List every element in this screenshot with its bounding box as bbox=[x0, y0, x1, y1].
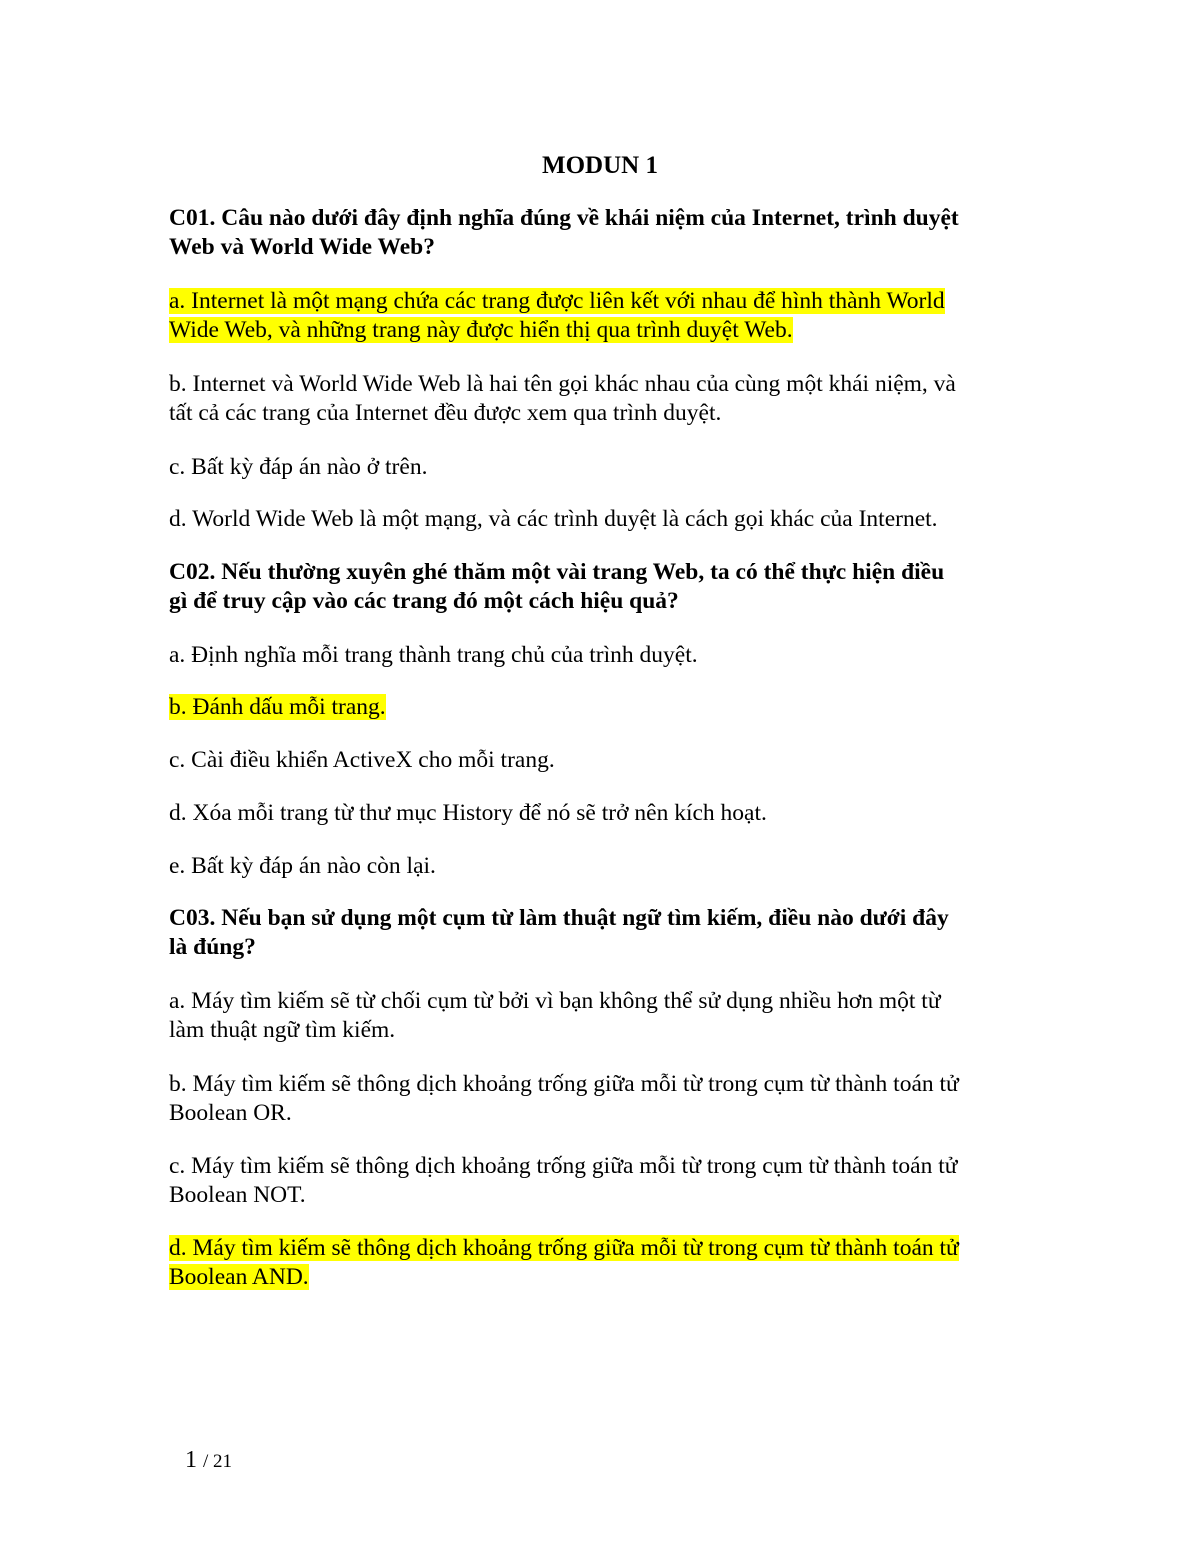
question-3-line-2: là đúng? bbox=[169, 934, 256, 960]
option-line: b. Đánh dấu mỗi trang. bbox=[169, 694, 386, 720]
question-1-option-c bbox=[169, 453, 1039, 482]
question-1 bbox=[169, 204, 1039, 262]
question-2-line-1: C02. Nếu thường xuyên ghé thăm một vài trang Web, ta có thể thực hiện điều bbox=[169, 559, 945, 585]
question-3-option-b bbox=[169, 1070, 1039, 1128]
question-1-line-2: Web và World Wide Web? bbox=[169, 234, 435, 260]
answer-highlight bbox=[169, 1235, 959, 1290]
current-page: 1 bbox=[185, 1447, 197, 1473]
option-line: tất cả các trang của Internet đều được xem qua trình duyệt. bbox=[169, 400, 722, 426]
question-2-option-e bbox=[169, 852, 1039, 881]
option-line: Boolean AND. bbox=[169, 1264, 309, 1290]
question-1-option-a bbox=[169, 287, 1039, 345]
option-line: làm thuật ngữ tìm kiếm. bbox=[169, 1017, 396, 1043]
question-3-line-1: C03. Nếu bạn sử dụng một cụm từ làm thuật ngữ tìm kiếm, điều nào dưới đây bbox=[169, 905, 949, 931]
question-1-line-1: C01. Câu nào dưới đây định nghĩa đúng về khái niệm của Internet, trình duyệt bbox=[169, 205, 959, 231]
page-number bbox=[185, 1446, 232, 1476]
page-title: MODUN 1 bbox=[542, 152, 658, 179]
option-line: d. Máy tìm kiếm sẽ thông dịch khoảng trống giữa mỗi từ trong cụm từ thành toán tử bbox=[169, 1235, 959, 1261]
option-line: Boolean NOT. bbox=[169, 1182, 306, 1208]
question-2-option-d bbox=[169, 799, 1039, 828]
answer-highlight bbox=[169, 288, 945, 343]
total-pages: / 21 bbox=[203, 1451, 233, 1472]
answer-highlight bbox=[169, 694, 386, 720]
option-line: b. Máy tìm kiếm sẽ thông dịch khoảng trống giữa mỗi từ trong cụm từ thành toán tử bbox=[169, 1071, 959, 1097]
option-line: Wide Web, và những trang này được hiển thị qua trình duyệt Web. bbox=[169, 317, 793, 343]
question-3 bbox=[169, 904, 1039, 962]
question-2-line-2: gì để truy cập vào các trang đó một cách hiệu quả? bbox=[169, 588, 679, 614]
question-2-option-a bbox=[169, 641, 1039, 670]
question-3-option-a bbox=[169, 987, 1039, 1045]
option-line: b. Internet và World Wide Web là hai tên gọi khác nhau của cùng một khái niệm, và bbox=[169, 371, 956, 397]
option-line: a. Định nghĩa mỗi trang thành trang chủ của trình duyệt. bbox=[169, 642, 698, 668]
question-2-option-b bbox=[169, 693, 1039, 722]
question-1-option-d bbox=[169, 505, 1039, 534]
option-line: c. Máy tìm kiếm sẽ thông dịch khoảng trống giữa mỗi từ trong cụm từ thành toán tử bbox=[169, 1153, 958, 1179]
option-line: a. Internet là một mạng chứa các trang được liên kết với nhau để hình thành World bbox=[169, 288, 945, 314]
option-line: Boolean OR. bbox=[169, 1100, 292, 1126]
question-3-option-c bbox=[169, 1152, 1039, 1210]
option-line: c. Cài điều khiển ActiveX cho mỗi trang. bbox=[169, 747, 555, 773]
option-line: d. World Wide Web là một mạng, và các trình duyệt là cách gọi khác của Internet. bbox=[169, 506, 938, 532]
question-2 bbox=[169, 558, 1039, 616]
option-line: e. Bất kỳ đáp án nào còn lại. bbox=[169, 853, 436, 879]
question-3-option-d bbox=[169, 1234, 1039, 1292]
option-line: d. Xóa mỗi trang từ thư mục History để nó sẽ trở nên kích hoạt. bbox=[169, 800, 767, 826]
question-2-option-c bbox=[169, 746, 1039, 775]
option-line: a. Máy tìm kiếm sẽ từ chối cụm từ bởi vì bạn không thể sử dụng nhiều hơn một từ bbox=[169, 988, 941, 1014]
option-line: c. Bất kỳ đáp án nào ở trên. bbox=[169, 454, 428, 480]
question-1-option-b bbox=[169, 370, 1039, 428]
